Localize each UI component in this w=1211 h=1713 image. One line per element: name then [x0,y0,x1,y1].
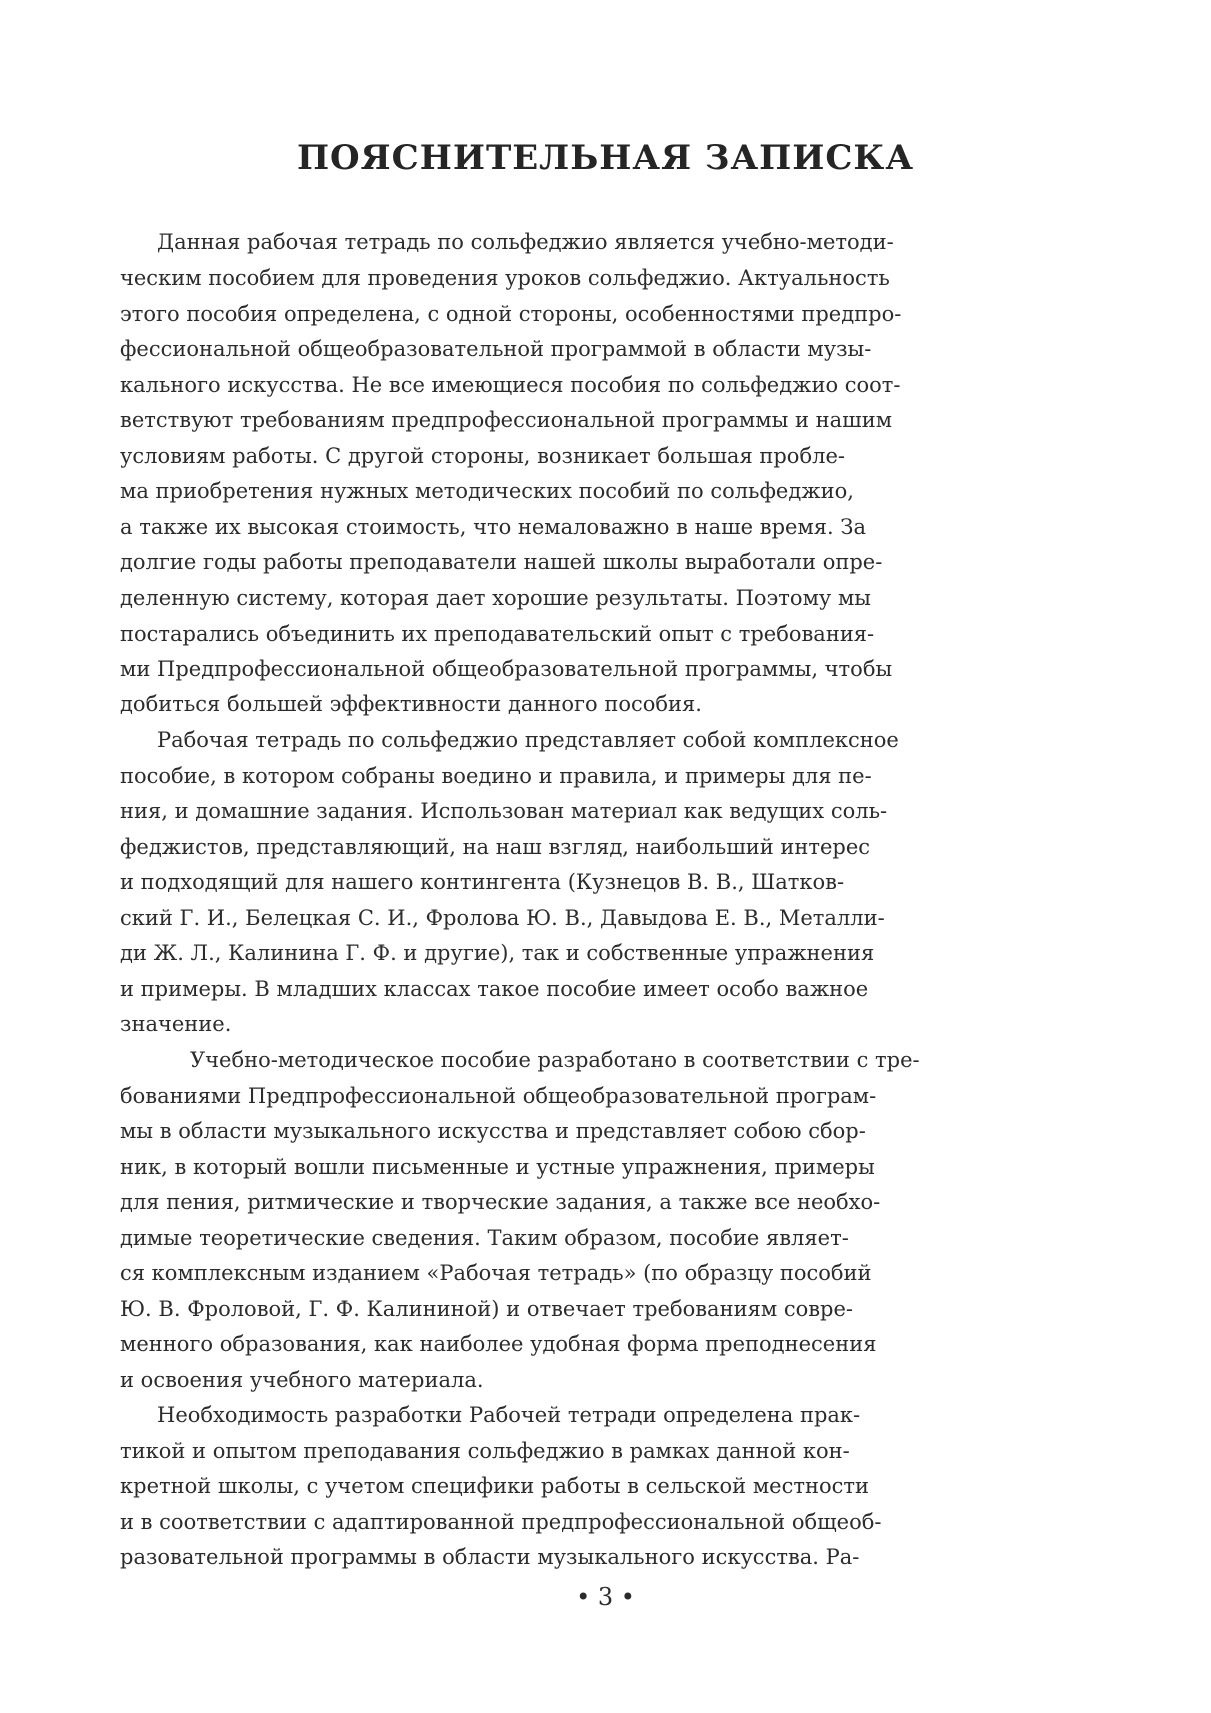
text-line: кретной школы, с учетом специфики работы в сельской местности [120,1474,869,1498]
text-line: Рабочая тетрадь по сольфеджио представляет собой комплексное [157,728,899,752]
text-line: ми Предпрофессиональной общеобразовательной программы, чтобы [120,657,893,681]
text-line: ся комплексным изданием «Рабочая тетрадь» (по образцу пособий [120,1261,872,1285]
text-line: Необходимость разработки Рабочей тетради определена прак- [157,1403,861,1427]
text-line: феджистов, представляющий, на наш взгляд, наибольший интерес [120,835,871,859]
text-line: долгие годы работы преподаватели нашей школы выработали опре- [120,550,883,574]
text-line: ветствуют требованиям предпрофессиональной программы и нашим [120,408,893,432]
text-line: мы в области музыкального искусства и представляет собою сбор- [120,1119,866,1143]
text-line: кального искусства. Не все имеющиеся пособия по сольфеджио соот- [120,373,901,397]
text-line: ния, и домашние задания. Использован материал как ведущих соль- [120,799,888,823]
text-line: и освоения учебного материала. [120,1368,484,1392]
text-line: а также их высокая стоимость, что немаловажно в наше время. За [120,515,866,539]
text-line: менного образования, как наиболее удобная форма преподнесения [120,1332,877,1356]
text-line: добиться большей эффективности данного пособия. [120,692,702,716]
text-line: тикой и опытом преподавания сольфеджио в рамках данной кон- [120,1439,850,1463]
page-title: ПОЯСНИТЕЛЬНАЯ ЗАПИСКА [296,138,915,178]
text-line: ческим пособием для проведения уроков сольфеджио. Актуальность [120,266,890,290]
text-line: условиям работы. С другой стороны, возникает большая пробле- [120,444,845,468]
text-line: разовательной программы в области музыкального искусства. Ра- [120,1545,860,1569]
text-line: фессиональной общеобразовательной программой в области музы- [120,337,872,361]
text-line: Учебно-методическое пособие разработано в соответствии с тре- [190,1048,920,1072]
text-line: бованиями Предпрофессиональной общеобразовательной програм- [120,1084,877,1108]
text-line: ский Г. И., Белецкая С. И., Фролова Ю. В., Давыдова Е. В., Металли- [120,906,885,930]
text-line: Данная рабочая тетрадь по сольфеджио является учебно-методи- [157,230,894,254]
text-line: ма приобретения нужных методических пособий по сольфеджио, [120,479,854,503]
text-line: димые теоретические сведения. Таким образом, пособие являет- [120,1226,849,1250]
text-line: и подходящий для нашего контингента (Кузнецов В. В., Шатков- [120,870,845,894]
text-line: постарались объединить их преподавательский опыт с требования- [120,622,875,646]
text-line: ди Ж. Л., Калинина Г. Ф. и другие), так и собственные упражнения [120,941,875,965]
text-line: пособие, в котором собраны воедино и правила, и примеры для пе- [120,764,872,788]
text-line: значение. [120,1012,232,1036]
text-line: ник, в который вошли письменные и устные упражнения, примеры [120,1155,875,1179]
text-line: этого пособия определена, с одной стороны, особенностями предпро- [120,302,902,326]
text-line: Ю. В. Фроловой, Г. Ф. Калининой) и отвечает требованиям совре- [120,1297,854,1321]
text-line: и примеры. В младших классах такое пособие имеет особо важное [120,977,869,1001]
page-number: • 3 • [576,1583,635,1611]
text-line: для пения, ритмические и творческие задания, а также все необхо- [120,1190,881,1214]
text-line: и в соответствии с адаптированной предпрофессиональной общеоб- [120,1510,882,1534]
text-line: деленную систему, которая дает хорошие результаты. Поэтому мы [120,586,871,610]
